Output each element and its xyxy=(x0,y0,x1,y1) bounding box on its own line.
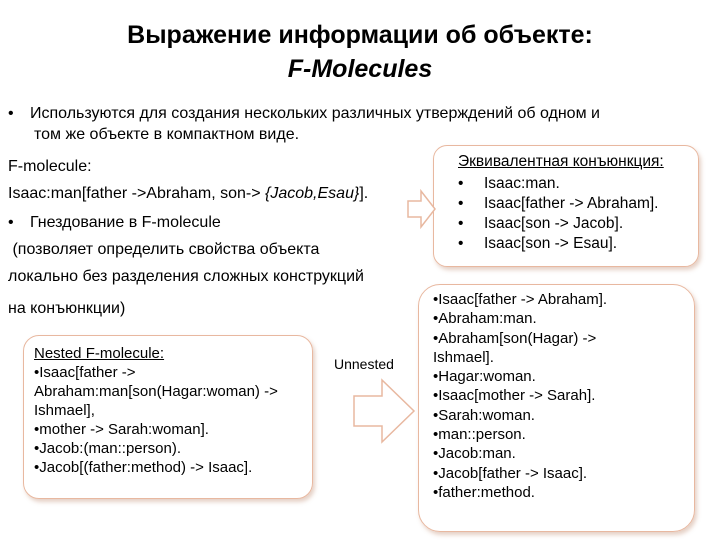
example-prefix: Isaac:man[father ->Abraham, son-> xyxy=(8,185,266,202)
nested-line: •Isaac[father -> xyxy=(34,364,136,381)
nested-line: •Jacob[(father:method) -> Isaac]. xyxy=(34,459,253,476)
unnested-item: •Jacob:man. xyxy=(433,445,516,463)
nested-line: Abraham:man[son(Hagar:woman) -> xyxy=(34,383,278,400)
bullet-usage-line-2: том же объекте в компактном виде. xyxy=(34,126,300,143)
arrow-right-icon xyxy=(407,189,437,229)
example-suffix: ]. xyxy=(359,185,369,202)
unnested-item: •Hagar:woman. xyxy=(433,368,536,386)
bullet-usage xyxy=(8,103,698,145)
nested-line: •mother -> Sarah:woman]. xyxy=(34,421,209,438)
example-italic-set: {Jacob,Esau} xyxy=(265,185,360,202)
bullet-nesting: • Гнездование в F-molecule xyxy=(8,212,221,233)
title-line-2: F-Molecules xyxy=(287,55,433,83)
unnested-item: •father:method. xyxy=(433,483,535,501)
equivalent-item: • Isaac[father -> Abraham]. xyxy=(456,194,698,214)
explanation-line-1: (позволяет определить свойства объекта xyxy=(8,241,320,258)
unnested-item: Ishmael]. xyxy=(433,348,494,366)
fmolecule-example xyxy=(8,183,368,204)
unnested-item: •man::person. xyxy=(433,426,526,444)
equivalent-list xyxy=(456,174,698,254)
arrow-right-icon xyxy=(352,378,416,444)
unnested-box xyxy=(418,284,695,532)
equivalent-header: Эквивалентная конъюнкция: xyxy=(458,153,664,170)
unnested-item: •Isaac[father -> Abraham]. xyxy=(433,291,608,308)
equivalent-conjunction-box xyxy=(433,145,699,267)
unnested-item: •Isaac[mother -> Sarah]. xyxy=(433,387,596,405)
slide-title xyxy=(0,18,720,86)
title-line-1: Выражение информации об объекте: xyxy=(127,21,593,49)
unnested-item: •Abraham[son(Hagar) -> xyxy=(433,329,597,347)
bullet-usage-line-1: • Используются для создания нескольких различных утверждений об одном и xyxy=(8,103,698,124)
unnested-label: Unnested xyxy=(334,356,394,372)
fmolecule-label: F-molecule: xyxy=(8,158,92,175)
nested-fmolecule-box xyxy=(23,335,313,499)
nested-header: Nested F-molecule: xyxy=(34,345,165,362)
unnested-item: •Sarah:woman. xyxy=(433,406,535,424)
explanation-line-2: локально без разделения сложных конструкций xyxy=(8,268,364,285)
unnested-item: •Jacob[father -> Isaac]. xyxy=(433,464,588,482)
equivalent-item: • Isaac[son -> Jacob]. xyxy=(456,214,698,234)
nested-line: •Jacob:(man::person). xyxy=(34,440,181,457)
equivalent-item: • Isaac[son -> Esau]. xyxy=(456,234,698,254)
nested-line: Ishmael], xyxy=(34,402,95,419)
explanation-line-3: на конъюнкции) xyxy=(8,300,126,317)
unnested-item: •Abraham:man. xyxy=(433,310,537,328)
equivalent-item: • Isaac:man. xyxy=(456,174,698,194)
